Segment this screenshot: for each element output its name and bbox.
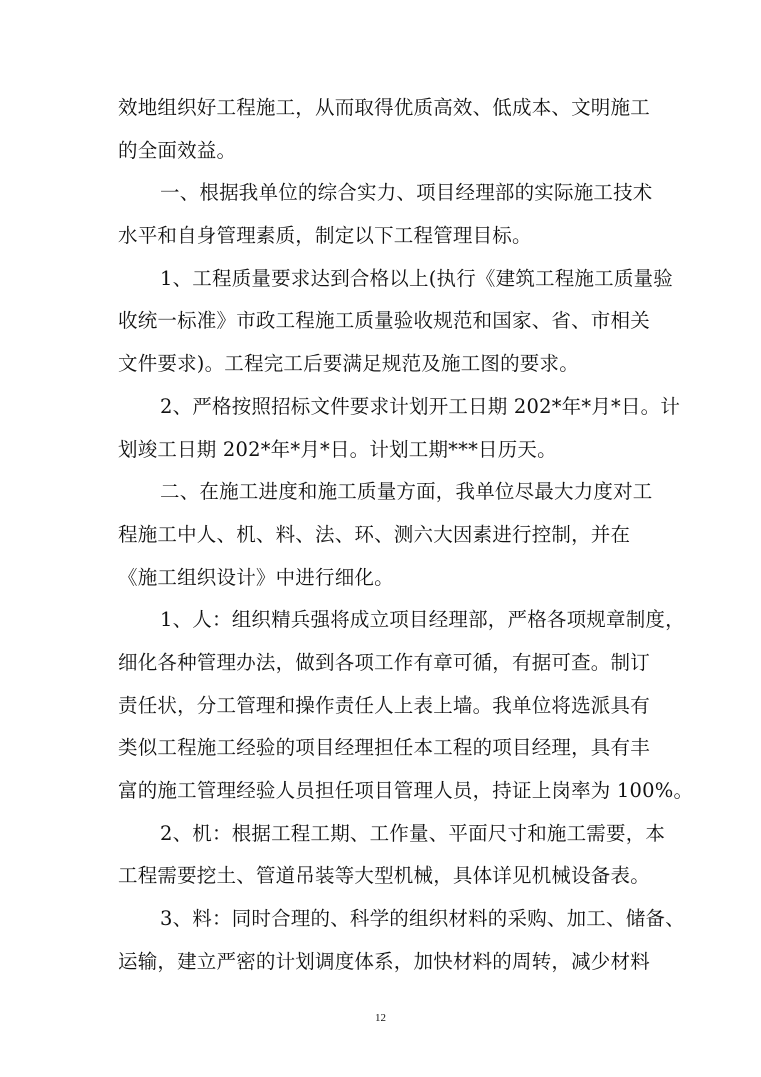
text-line: 程施工中人、机、料、法、环、测六大因素进行控制，并在 (118, 522, 631, 546)
text-line: 类似工程施工经验的项目经理担任本工程的项目经理，具有丰 (118, 736, 650, 760)
body-text (118, 92, 694, 988)
text-line: 3、料：同时合理的、科学的组织材料的采购、加工、储备、 (160, 907, 685, 931)
text-line: 划竣工日期 202*年*月*日。计划工期***日历天。 (118, 437, 557, 461)
text-line: 2、严格按照招标文件要求计划开工日期 202*年*月*日。计 (160, 394, 681, 418)
paragraph (118, 604, 694, 817)
text-line: 的全面效益。 (118, 138, 237, 162)
text-line: 《施工组织设计》中进行细化。 (118, 565, 394, 589)
paragraph (118, 903, 685, 988)
page-number: 12 (375, 1012, 386, 1024)
paragraph (118, 177, 658, 262)
text-line: 1、工程质量要求达到合格以上(执行《建筑工程施工质量验 (160, 266, 673, 290)
text-line: 工程需要挖土、管道吊装等大型机械，具体详见机械设备表。 (118, 864, 650, 888)
text-line: 细化各种管理办法，做到各项工作有章可循，有据可查。制订 (118, 650, 650, 674)
paragraph (118, 818, 666, 903)
text-line: 效地组织好工程施工，从而取得优质高效、低成本、文明施工 (118, 96, 650, 119)
paragraph (118, 263, 673, 391)
text-line: 1、人：组织精兵强将成立项目经理部，严格各项规章制度， (160, 608, 685, 632)
text-line: 水平和自身管理素质，制定以下工程管理目标。 (118, 224, 532, 248)
paragraph (118, 391, 681, 476)
text-line: 收统一标准》市政工程施工质量验收规范和国家、省、市相关 (118, 309, 650, 333)
text-line: 责任状，分工管理和操作责任人上表上墙。我单位将选派具有 (118, 693, 650, 717)
text-line: 一、根据我单位的综合实力、项目经理部的实际施工技术 (160, 181, 653, 205)
paragraph (118, 92, 658, 177)
text-line: 二、在施工进度和施工质量方面，我单位尽最大力度对工 (160, 480, 653, 504)
paragraph (118, 476, 658, 604)
text-line: 文件要求)。工程完工后要满足规范及施工图的要求。 (118, 352, 579, 376)
text-line: 运输，建立严密的计划调度体系，加快材料的周转，减少材料 (118, 949, 650, 973)
text-line: 富的施工管理经验人员担任项目管理人员，持证上岗率为 100%。 (118, 779, 694, 802)
text-line: 2、机：根据工程工期、工作量、平面尺寸和施工需要，本 (160, 821, 666, 845)
